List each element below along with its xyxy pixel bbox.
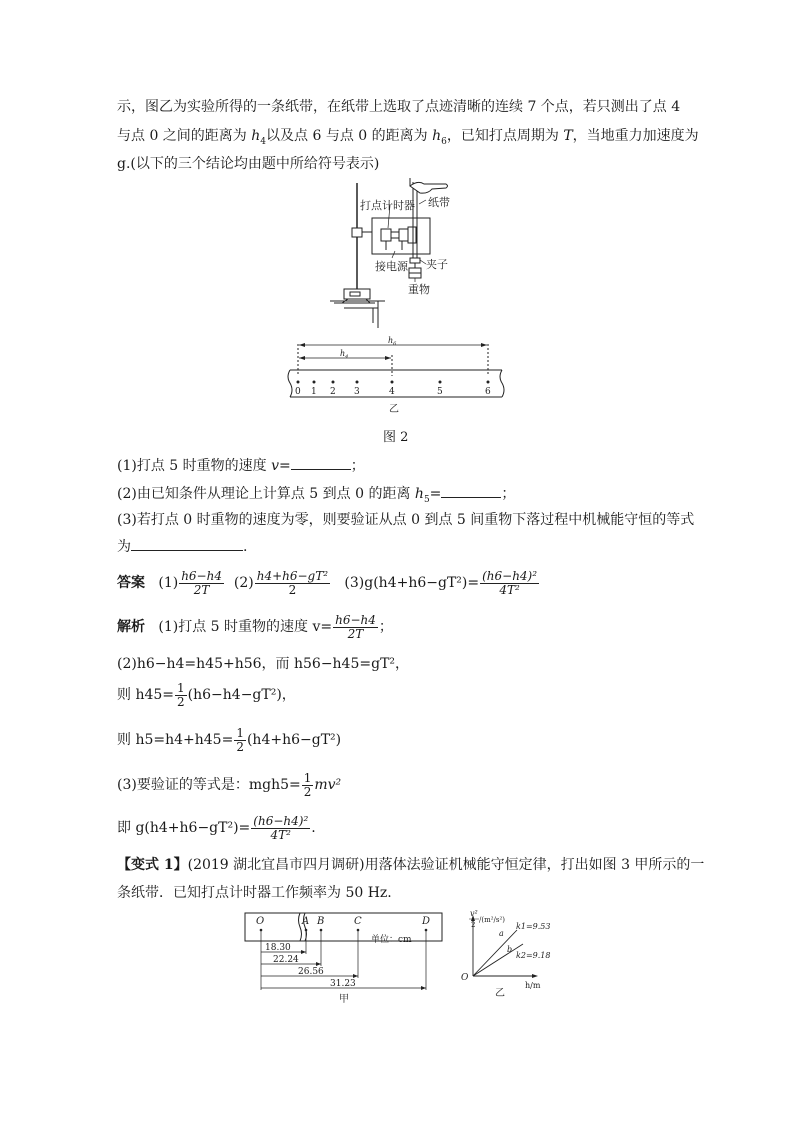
tape-label-A: A <box>302 916 310 927</box>
graph-line-a: a <box>499 929 504 938</box>
sub-caption-yi: 乙 <box>389 404 399 414</box>
analysis-label: 解析 <box>117 619 145 635</box>
sub-caption-yi-3: 乙 <box>495 988 505 998</box>
variant-line-2: 条纸带．已知打点计时器工作频率为 50 Hz. <box>117 885 392 901</box>
graph-origin: O <box>461 973 469 983</box>
tape-label-B: B <box>317 916 325 927</box>
label-tape: 纸带 <box>428 196 450 209</box>
figure-2-caption: 图 2 <box>383 430 409 445</box>
figure-3-tape <box>243 910 448 1005</box>
tape-point-6: 6 <box>485 387 491 397</box>
intro-line-3: g.(以下的三个结论均由题中所给符号表示) <box>117 156 380 172</box>
question-2: (2)由已知条件从理论上计算点 5 到点 0 的距离 $h_5=$ ； <box>117 483 515 504</box>
distance-OD: 31.23 <box>330 979 356 989</box>
label-timer: 打点计时器 <box>360 199 415 212</box>
variant-tag: 【变式 1】 <box>117 857 188 873</box>
label-weight: 重物 <box>408 283 430 296</box>
tape-point-3: 3 <box>354 387 360 397</box>
graph-xlabel: h/m <box>525 981 541 990</box>
intro-line-2: 与点 0 之间的距离为 $h_4$以及点 6 与点 0 的距离为 $h_6$，已知打点周期为 T，当地重力加速度为 <box>117 128 699 147</box>
label-clip: 夹子 <box>426 258 448 271</box>
analysis-line-4: 则 h5=h4+h45= $\frac{1}{2}$ (h4+h6−gT²) <box>117 725 342 754</box>
apparatus-diagram <box>330 178 480 328</box>
label-power: 接电源 <box>375 260 408 273</box>
graph-k1: k1=9.53 <box>516 922 551 931</box>
question-3-cont: 为 . <box>117 536 247 557</box>
graph-k2: k2=9.18 <box>516 951 551 960</box>
tape-point-0: 0 <box>295 387 301 397</box>
intro-line-1: 示，图乙为实验所得的一条纸带，在纸带上选取了点迹清晰的连续 7 个点，若只测出了点 4 <box>117 99 681 115</box>
graph-ylabel-num: v² <box>470 909 478 918</box>
tape-point-2: 2 <box>330 387 336 397</box>
analysis-line-6: 即 g(h4+h6−gT²)= $\frac{\text{(h6−h4)²}}{\text{4T²}}$ . <box>117 813 316 842</box>
graph-yunit: /(m²/s²) <box>479 916 506 924</box>
tape-point-1: 1 <box>311 387 317 397</box>
distance-OC: 26.56 <box>298 967 324 977</box>
tape-point-4: 4 <box>389 387 395 397</box>
sub-caption-jia: 甲 <box>339 994 349 1005</box>
tape-point-5: 5 <box>437 387 443 397</box>
tape-diagram <box>280 334 510 414</box>
question-3: (3)若打点 0 时重物的速度为零，则要验证从点 0 到点 5 间重物下落过程中机械能守恒的等式 <box>117 512 695 528</box>
svg-text:h6: $h_6$ <box>388 336 397 347</box>
analysis-line-2: (2)h6−h4=h45+h56，而 h56−h45=gT²， <box>117 656 410 672</box>
distance-OA: 18.30 <box>265 943 291 953</box>
distance-OB: 22.24 <box>273 955 299 965</box>
figure-3-graph <box>455 908 565 998</box>
answer-label: 答案 <box>117 575 145 591</box>
question-1: (1)打点 5 时重物的速度 v= ； <box>117 455 365 476</box>
variant-line-1: 【变式 1】(2019 湖北宜昌市四月调研)用落体法验证机械能守恒定律，打出如图 3 甲所示的一 <box>117 857 705 873</box>
tape-label-C: C <box>354 916 362 927</box>
graph-ylabel-den: 2 <box>471 921 476 929</box>
graph-line-b: b <box>507 945 513 954</box>
svg-text:h4: $h_4$ <box>340 349 349 360</box>
answer-line: 答案 (1) $\frac{h6-h4}{2T}$ (2) $\frac{\text{h4+h6−gT²}}{2}$ (3)g(h4+h6−gT²)= $\frac{\text{(h6−h4)²}}{\text{4T²}}$ <box>117 568 538 597</box>
tape-unit: 单位：cm <box>371 935 412 945</box>
analysis-line-3: 则 h45= $\frac{1}{2}$ (h6−h4−gT²)， <box>117 680 296 709</box>
tape-label-O: O <box>256 916 265 927</box>
tape-label-D: D <box>422 916 431 927</box>
analysis-line-5: (3)要验证的等式是：mgh5= $\frac{1}{2}$ mv² <box>117 770 342 799</box>
analysis-line-1: 解析 (1)打点 5 时重物的速度 v= $\frac{h6-h4}{2T}$ ； <box>117 612 393 641</box>
